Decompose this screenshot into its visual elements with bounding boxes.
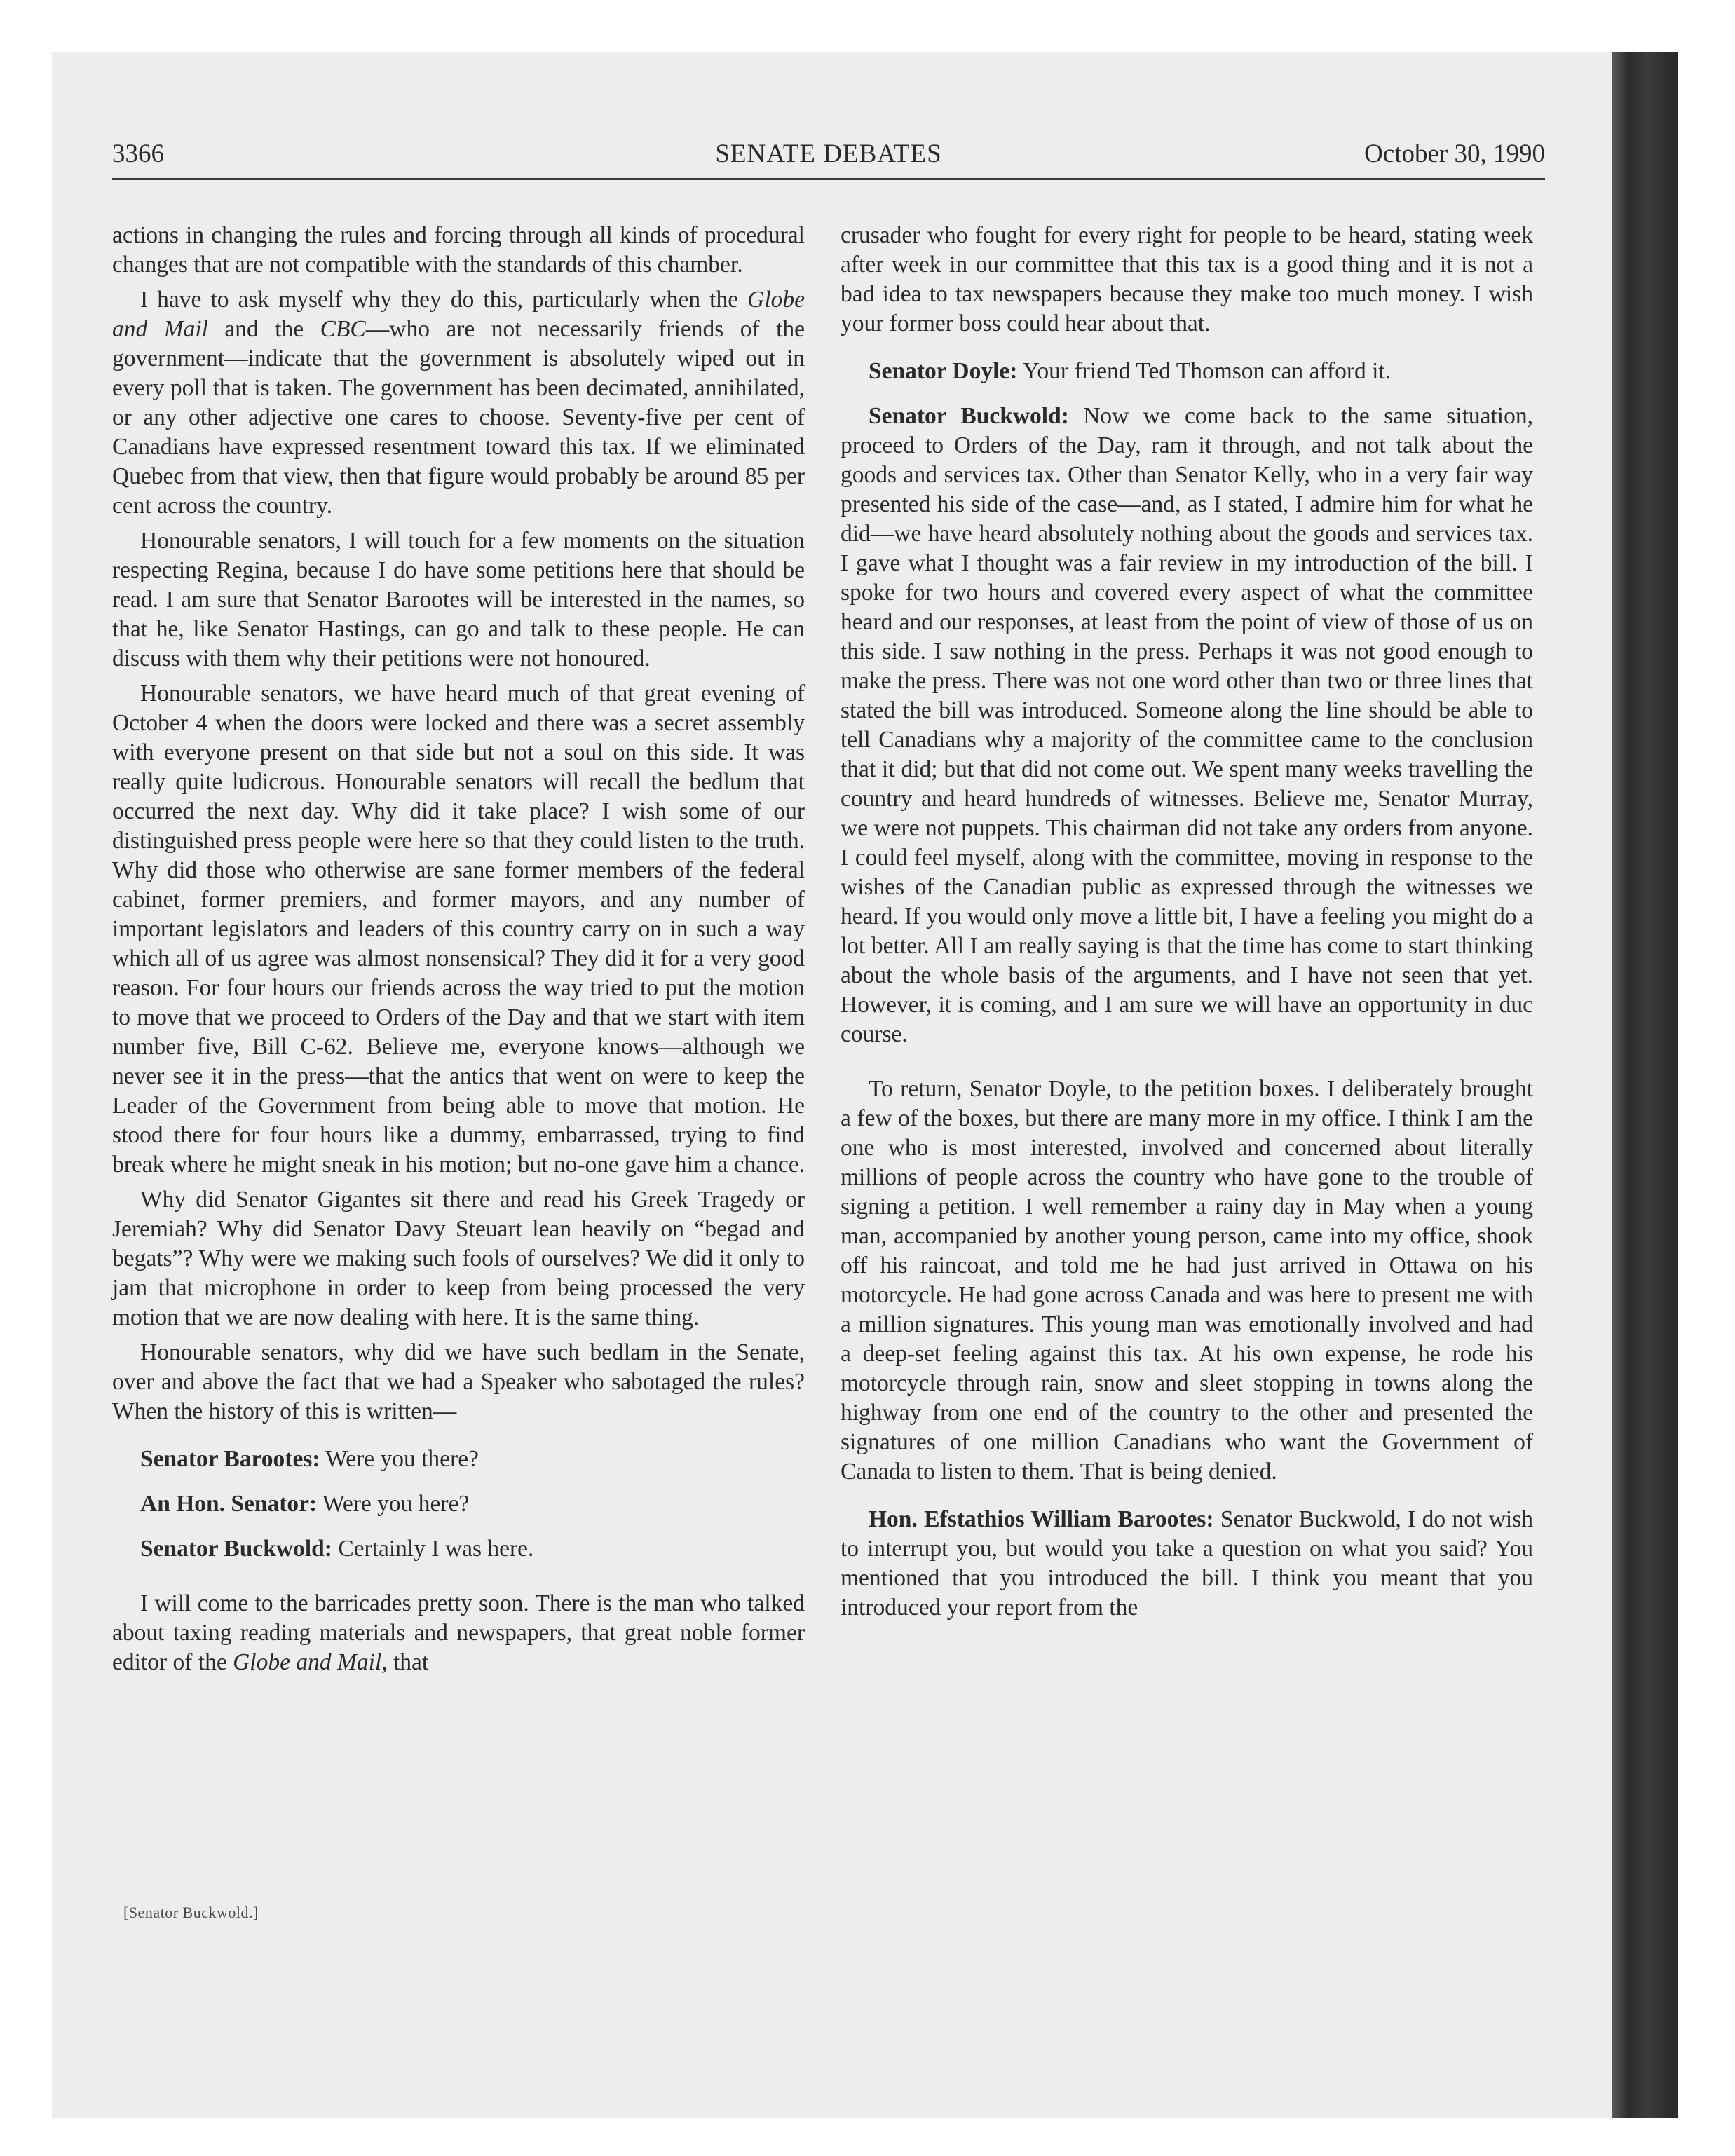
paragraph: actions in changing the rules and forcing through all kinds of procedural changes that are not compatible with the standards of this chamber.	[112, 222, 805, 278]
running-title: SENATE DEBATES	[715, 139, 942, 168]
right-column	[841, 221, 1533, 1623]
speaker-name: Senator Buckwold:	[869, 403, 1069, 429]
paragraph: crusader who fought for every right for people to be heard, stating week after week in our committee that this tax is a good thing and it is not a bad idea to tax newspapers because they make too much money. I wish your former boss could hear about that.	[841, 222, 1533, 336]
left-column	[112, 221, 805, 1677]
speech: Hon. Efstathios William Barootes: Senator Buckwold, I do not wish to interrupt you, but would you take a question on what you said? You mentioned that you introduced the bill. I think you meant that you introduced your report from the	[841, 1506, 1534, 1621]
speech: Senator Barootes: Were you there?	[140, 1446, 479, 1472]
speaker-name: Senator Barootes:	[140, 1446, 320, 1472]
speaker-name: Senator Doyle:	[869, 358, 1018, 384]
speech: Senator Buckwold: Certainly I was here.	[140, 1536, 534, 1562]
paragraph: To return, Senator Doyle, to the petition boxes. I deliberately brought a few of the boxes, but there are many more in my office. I think I am the one who is most interested, involved and concerned about literally millions of people across the country who have gone to the trouble of signing a petition. I well remember a rainy day in May when a young man, accompanied by another young person, came into my office, shook off his raincoat, and told me he had just arrived in Ottawa on his motorcycle. He had gone across Canada and was here to present me with a million signatures. This young man was emotionally involved and had a deep-set feeling against this tax. At his own expense, he rode his motorcycle through rain, snow and sleet stopping in towns along the highway from one end of the country to the other and presented the signatures of one million Canadians who want the Government of Canada to listen to them. That is being denied.	[841, 1076, 1533, 1485]
paragraph: Honourable senators, why did we have such bedlam in the Senate, over and above the fact that we had a Speaker who sabotaged the rules? When the history of this is written—	[112, 1339, 805, 1424]
issue-date: October 30, 1990	[1364, 139, 1545, 168]
speech: Senator Buckwold: Now we come back to the same situation, proceed to Orders of the Day, ram it through, and not talk about the goods and services tax. Other than Senator Kelly, who in a very fair way presented his side of the case—and, as I stated, I admire him for what he did—we have heard absolutely nothing about the goods and services tax. I gave what I thought was a fair review in my introduction of the bill. I spoke for two hours and covered every aspect of what the committee heard and our responses, at least from the point of view of those of us on this side. I saw nothing in the press. Perhaps it was not good enough to make the press. There was not one word other than two or three lines that stated the bill was introduced. Someone along the line should be able to tell Canadians why a majority of the committee came to the conclusion that it did; but that did not come out. We spent many weeks travelling the country and heard hundreds of witnesses. Believe me, Senator Murray, we were not puppets. This chairman did not take any orders from anyone. I could feel myself, along with the committee, moving in response to the wishes of the Canadian public as expressed through the witnesses we heard. If you would only move a little bit, I have a feeling you might do a lot better. All I am really saying is that the time has come to start thinking about the whole basis of the arguments, and I have not seen that yet. However, it is coming, and I am sure we will have an opportunity in duc course.	[841, 403, 1533, 1047]
paragraph: I will come to the barricades pretty soon. There is the man who talked about taxing reading materials and newspapers, that great noble former editor of the Globe and Mail, that	[112, 1590, 805, 1675]
speech: Senator Doyle: Your friend Ted Thomson can afford it.	[869, 358, 1392, 384]
paragraph: Honourable senators, we have heard much of that great evening of October 4 when the doors were locked and there was a secret assembly with everyone present on that side but not a soul on this side. It was really quite ludicrous. Honourable senators will recall the bedlum that occurred the next day. Why did it take place? I wish some of our distinguished press people were here so that they could listen to the truth. Why did those who otherwise are sane former members of the federal cabinet, former premiers, and former mayors, and any number of important legislators and leaders of this country carry on in such a way which all of us agree was almost nonsensical? They did it for a very good reason. For four hours our friends across the way tried to put the motion to move that we proceed to Orders of the Day and that we start with item number five, Bill C-62. Believe me, everyone knows—although we never see it in the press—that the antics that went on were to keep the Leader of the Government from being able to move that motion. He stood there for four hours like a dummy, embarrassed, trying to find break where he might sneak in his motion; but no-one gave him a chance.	[112, 681, 805, 1178]
speech: An Hon. Senator: Were you here?	[140, 1491, 470, 1517]
italic-title: Globe and Mail	[233, 1649, 382, 1675]
speaker-footnote: [Senator Buckwold.]	[123, 1904, 259, 1921]
binding-edge	[1612, 52, 1678, 2118]
page-header	[112, 137, 1545, 180]
italic-title: Globe and Mail	[112, 287, 805, 342]
paragraph: Honourable senators, I will touch for a few moments on the situation respecting Regina, because I do have some petitions here that should be read. I am sure that Senator Barootes will be interested in the names, so that he, like Senator Hastings, can go and talk to these people. He can discuss with them why their petitions were not honoured.	[112, 528, 805, 671]
paragraph: Why did Senator Gigantes sit there and read his Greek Tragedy or Jeremiah? Why did Senator Davy Steuart lean heavily on “begad and begats”? Why were we making such fools of ourselves? We did it only to jam that microphone in order to keep from being processed the very motion that we are now dealing with here. It is the same thing.	[112, 1187, 805, 1330]
page-number: 3366	[112, 139, 164, 168]
speaker-name: Senator Buckwold:	[140, 1536, 332, 1562]
italic-title: CBC	[320, 316, 366, 342]
speaker-name: Hon. Efstathios William Barootes:	[869, 1506, 1214, 1532]
paragraph: I have to ask myself why they do this, particularly when the Globe and Mail and the CBC—who are not necessarily friends of the government—indicate that the government is absolutely wiped out in every poll that is taken. The government has been decimated, annihilated, or any other adjective one cares to choose. Seventy-five per cent of Canadians have expressed resentment toward this tax. If we eliminated Quebec from that view, then that figure would probably be around 85 per cent across the country.	[112, 287, 805, 519]
speaker-name: An Hon. Senator:	[140, 1491, 318, 1517]
